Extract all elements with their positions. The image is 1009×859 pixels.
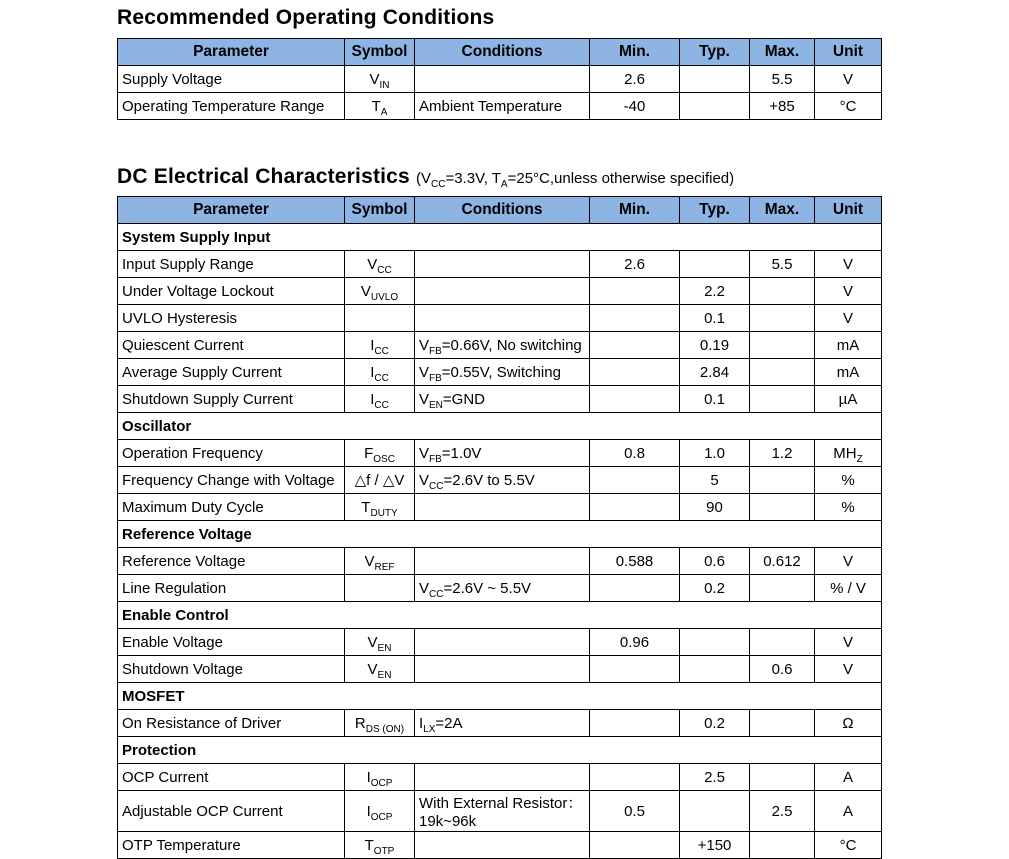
conditions-cell: $V_{FB}=1.0V$ — [415, 440, 590, 467]
max-cell: 0.6 — [750, 656, 815, 683]
header-cell: Conditions — [415, 197, 590, 224]
max-cell — [750, 832, 815, 859]
header-cell: Conditions — [415, 39, 590, 66]
unit-cell: V — [815, 66, 882, 93]
spec-row — [118, 764, 882, 791]
header-cell: Parameter — [118, 197, 345, 224]
typ-cell: 0.19 — [680, 332, 750, 359]
symbol-cell: $I_{CC}$ — [345, 332, 415, 359]
section-row — [118, 683, 882, 710]
min-cell — [590, 710, 680, 737]
parameter-cell: Frequency Change with Voltage — [118, 467, 345, 494]
max-cell — [750, 629, 815, 656]
typ-cell — [680, 656, 750, 683]
parameter-cell: Average Supply Current — [118, 359, 345, 386]
header-cell: Min. — [590, 197, 680, 224]
min-cell: 0.8 — [590, 440, 680, 467]
unit-cell: mA — [815, 359, 882, 386]
typ-cell: 2.84 — [680, 359, 750, 386]
max-cell: 2.5 — [750, 791, 815, 832]
parameter-cell: Adjustable OCP Current — [118, 791, 345, 832]
spec-row — [118, 278, 882, 305]
dc-electrical-characteristics-title-text: DC Electrical Characteristics — [117, 165, 410, 188]
spec-row — [118, 305, 882, 332]
parameter-cell: Supply Voltage — [118, 66, 345, 93]
conditions-cell — [415, 66, 590, 93]
typ-cell: 0.1 — [680, 305, 750, 332]
unit-cell: % — [815, 494, 882, 521]
max-cell — [750, 575, 815, 602]
unit-cell: % — [815, 467, 882, 494]
min-cell — [590, 386, 680, 413]
min-cell: 0.96 — [590, 629, 680, 656]
header-cell: Parameter — [118, 39, 345, 66]
max-cell — [750, 359, 815, 386]
min-cell — [590, 359, 680, 386]
parameter-cell: OTP Temperature — [118, 832, 345, 859]
conditions-cell: $V_{EN}=GND$ — [415, 386, 590, 413]
typ-cell: 0.2 — [680, 575, 750, 602]
recommended-operating-conditions-title: Recommended Operating Conditions — [117, 6, 495, 29]
min-cell — [590, 278, 680, 305]
spec-row — [118, 832, 882, 859]
parameter-cell: Maximum Duty Cycle — [118, 494, 345, 521]
header-cell: Unit — [815, 39, 882, 66]
section-label: MOSFET — [118, 683, 882, 710]
max-cell — [750, 278, 815, 305]
spec-row — [118, 710, 882, 737]
typ-cell — [680, 629, 750, 656]
typ-cell: +150 — [680, 832, 750, 859]
spec-row — [118, 251, 882, 278]
unit-cell: $MH_Z$ — [815, 440, 882, 467]
min-cell: 2.6 — [590, 251, 680, 278]
conditions-cell: With External Resistor：19k~96k — [415, 791, 590, 832]
min-cell — [590, 467, 680, 494]
parameter-cell: On Resistance of Driver — [118, 710, 345, 737]
spec-row — [118, 66, 882, 93]
unit-cell: °C — [815, 832, 882, 859]
conditions-cell: $I_{LX}=2A$ — [415, 710, 590, 737]
typ-cell: 2.5 — [680, 764, 750, 791]
section-label: Enable Control — [118, 602, 882, 629]
max-cell: 0.612 — [750, 548, 815, 575]
symbol-cell: $T_{DUTY}$ — [345, 494, 415, 521]
symbol-cell: $V_{EN}$ — [345, 629, 415, 656]
header-cell: Symbol — [345, 39, 415, 66]
spec-row — [118, 467, 882, 494]
typ-cell — [680, 93, 750, 120]
min-cell: 0.5 — [590, 791, 680, 832]
section-row — [118, 413, 882, 440]
symbol-cell: $V_{REF}$ — [345, 548, 415, 575]
symbol-cell — [345, 575, 415, 602]
min-cell — [590, 332, 680, 359]
conditions-cell — [415, 656, 590, 683]
typ-cell — [680, 791, 750, 832]
conditions-cell — [415, 629, 590, 656]
max-cell — [750, 305, 815, 332]
unit-cell: V — [815, 278, 882, 305]
max-cell: 5.5 — [750, 66, 815, 93]
conditions-cell: $V_{CC}=2.6V$ ~ 5.5V — [415, 575, 590, 602]
header-cell: Typ. — [680, 197, 750, 224]
symbol-cell: $F_{OSC}$ — [345, 440, 415, 467]
spec-row — [118, 359, 882, 386]
unit-cell: V — [815, 548, 882, 575]
min-cell: -40 — [590, 93, 680, 120]
unit-cell: µA — [815, 386, 882, 413]
max-cell: 5.5 — [750, 251, 815, 278]
symbol-cell: $T_A$ — [345, 93, 415, 120]
typ-cell: 90 — [680, 494, 750, 521]
section-label: Reference Voltage — [118, 521, 882, 548]
section-label: Protection — [118, 737, 882, 764]
section-row — [118, 602, 882, 629]
header-cell: Symbol — [345, 197, 415, 224]
max-cell — [750, 332, 815, 359]
symbol-cell: $R_{DS (ON)}$ — [345, 710, 415, 737]
min-cell — [590, 656, 680, 683]
unit-cell: V — [815, 656, 882, 683]
min-cell — [590, 832, 680, 859]
min-cell — [590, 494, 680, 521]
header-cell: Unit — [815, 197, 882, 224]
symbol-cell: $V_{EN}$ — [345, 656, 415, 683]
header-cell: Min. — [590, 39, 680, 66]
spec-row — [118, 494, 882, 521]
conditions-cell: $V_{CC}=2.6V$ to 5.5V — [415, 467, 590, 494]
min-cell — [590, 575, 680, 602]
parameter-cell: UVLO Hysteresis — [118, 305, 345, 332]
symbol-cell: $V_{UVLO}$ — [345, 278, 415, 305]
header-row — [118, 39, 882, 66]
conditions-cell — [415, 494, 590, 521]
header-cell: Max. — [750, 197, 815, 224]
dc-electrical-characteristics-table — [117, 196, 882, 859]
symbol-cell: $I_{CC}$ — [345, 386, 415, 413]
parameter-cell: Operation Frequency — [118, 440, 345, 467]
dc-electrical-characteristics-title — [117, 165, 1009, 189]
symbol-cell: $I_{OCP}$ — [345, 791, 415, 832]
parameter-cell: Shutdown Supply Current — [118, 386, 345, 413]
typ-cell: 0.2 — [680, 710, 750, 737]
typ-cell: 5 — [680, 467, 750, 494]
section-label: System Supply Input — [118, 224, 882, 251]
recommended-operating-conditions-table — [117, 38, 882, 120]
parameter-cell: Enable Voltage — [118, 629, 345, 656]
typ-cell: 0.6 — [680, 548, 750, 575]
unit-cell: V — [815, 629, 882, 656]
symbol-cell: $V_{CC}$ — [345, 251, 415, 278]
typ-cell: 2.2 — [680, 278, 750, 305]
spec-row — [118, 629, 882, 656]
min-cell: 0.588 — [590, 548, 680, 575]
spec-row — [118, 656, 882, 683]
parameter-cell: Line Regulation — [118, 575, 345, 602]
spec-row — [118, 93, 882, 120]
max-cell: 1.2 — [750, 440, 815, 467]
spec-row — [118, 575, 882, 602]
unit-cell: A — [815, 791, 882, 832]
spec-row — [118, 548, 882, 575]
header-row — [118, 197, 882, 224]
unit-cell: °C — [815, 93, 882, 120]
symbol-cell: $T_{OTP}$ — [345, 832, 415, 859]
conditions-cell: Ambient Temperature — [415, 93, 590, 120]
header-cell: Max. — [750, 39, 815, 66]
conditions-cell — [415, 305, 590, 332]
conditions-cell: $V_{FB}=0.66V$, No switching — [415, 332, 590, 359]
conditions-cell — [415, 251, 590, 278]
unit-cell: V — [815, 251, 882, 278]
symbol-cell: $V_{IN}$ — [345, 66, 415, 93]
typ-cell — [680, 66, 750, 93]
unit-cell: % / V — [815, 575, 882, 602]
dc-electrical-characteristics-subtitle: ($V_{CC}=3.3V$, $T_A=25^\circ C,unless$ otherwise specified) — [416, 170, 735, 190]
section-row — [118, 737, 882, 764]
unit-cell: Ω — [815, 710, 882, 737]
spec-row — [118, 386, 882, 413]
header-cell: Typ. — [680, 39, 750, 66]
spec-row — [118, 332, 882, 359]
conditions-cell — [415, 548, 590, 575]
min-cell — [590, 305, 680, 332]
conditions-cell — [415, 278, 590, 305]
symbol-cell — [345, 305, 415, 332]
unit-cell: mA — [815, 332, 882, 359]
typ-cell: 0.1 — [680, 386, 750, 413]
unit-cell: A — [815, 764, 882, 791]
symbol-cell: △f / △V — [345, 467, 415, 494]
max-cell — [750, 494, 815, 521]
min-cell: 2.6 — [590, 66, 680, 93]
parameter-cell: OCP Current — [118, 764, 345, 791]
max-cell: +85 — [750, 93, 815, 120]
max-cell — [750, 467, 815, 494]
parameter-cell: Under Voltage Lockout — [118, 278, 345, 305]
typ-cell: 1.0 — [680, 440, 750, 467]
spec-row — [118, 791, 882, 832]
conditions-cell — [415, 832, 590, 859]
spec-row — [118, 440, 882, 467]
symbol-cell: $I_{CC}$ — [345, 359, 415, 386]
parameter-cell: Shutdown Voltage — [118, 656, 345, 683]
parameter-cell: Operating Temperature Range — [118, 93, 345, 120]
typ-cell — [680, 251, 750, 278]
conditions-cell: $V_{FB}=0.55V$, Switching — [415, 359, 590, 386]
section-row — [118, 224, 882, 251]
max-cell — [750, 764, 815, 791]
min-cell — [590, 764, 680, 791]
max-cell — [750, 710, 815, 737]
conditions-cell — [415, 764, 590, 791]
max-cell — [750, 386, 815, 413]
symbol-cell: $I_{OCP}$ — [345, 764, 415, 791]
unit-cell: V — [815, 305, 882, 332]
parameter-cell: Input Supply Range — [118, 251, 345, 278]
parameter-cell: Quiescent Current — [118, 332, 345, 359]
section-label: Oscillator — [118, 413, 882, 440]
section-row — [118, 521, 882, 548]
parameter-cell: Reference Voltage — [118, 548, 345, 575]
